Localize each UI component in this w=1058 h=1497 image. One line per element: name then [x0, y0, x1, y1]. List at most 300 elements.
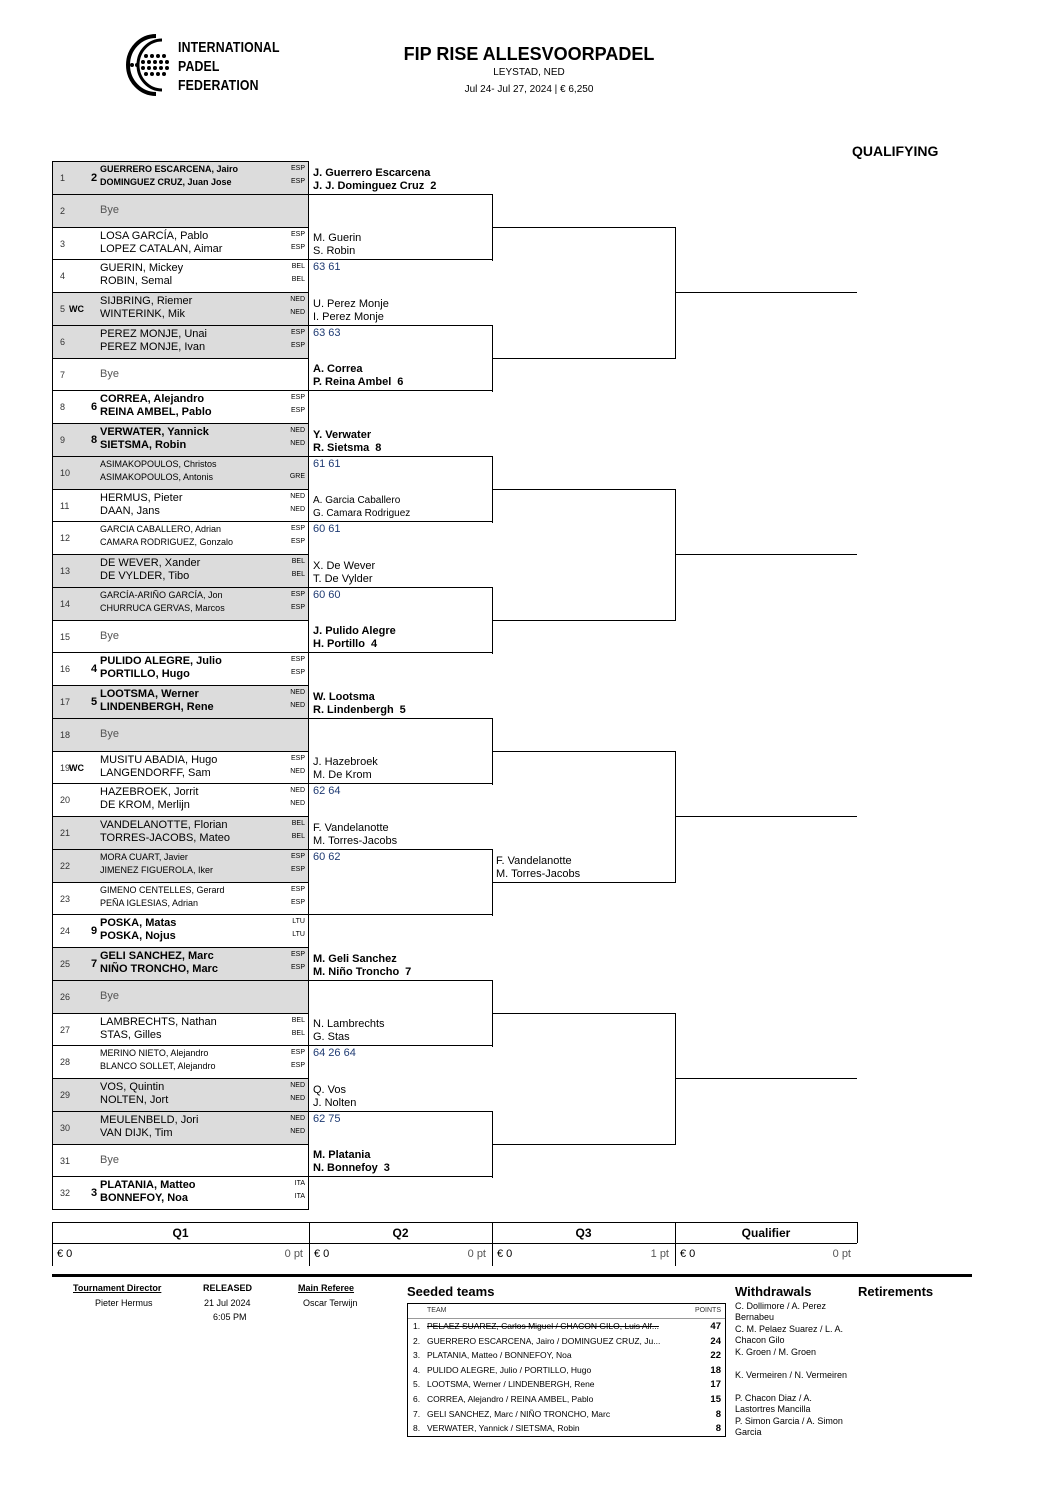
rounds-footer-mid [309, 1243, 492, 1244]
player-1-name: GARCÍA-ARIÑO GARCÍA, Jon [100, 589, 223, 600]
draw-entry [52, 1112, 309, 1145]
round2-line [309, 849, 492, 850]
entry-number: 11 [60, 500, 70, 511]
seeded-team: CORREA, Alejandro / REINA AMBEL, Pablo [427, 1393, 594, 1404]
round-points: 0 pt [284, 1248, 303, 1260]
entry-number: 19 [60, 762, 71, 773]
round2-team-name [313, 494, 410, 520]
draw-entry [52, 719, 309, 752]
logo-line-1: INTERNATIONAL [178, 39, 280, 56]
seeded-points: 18 [710, 1364, 721, 1376]
player-2-country: NED [290, 309, 305, 316]
player-1-country: BEL [291, 263, 305, 271]
round2-player-2-name: R. Lindenbergh [313, 704, 394, 716]
player-2-name: CHURRUCA GERVAS, Marcos [100, 602, 225, 613]
seeded-header [408, 1304, 725, 1319]
rounds-footer-mid [492, 1243, 675, 1244]
player-2-country: GRE [289, 472, 305, 480]
wildcard-badge: WC [69, 762, 84, 773]
player-1-name: LOSA GARCÍA, Pablo [100, 229, 209, 242]
draw-entry [52, 424, 309, 457]
player-1-country: ESP [290, 951, 305, 958]
player-1-country: NED [290, 787, 305, 795]
entry-number: 1 [60, 173, 66, 183]
round3-player-1: F. Vandelanotte [496, 855, 572, 867]
round2-player-2-name: N. Bonnefoy [313, 1162, 378, 1174]
round3-line [492, 620, 675, 621]
round2-team-name [313, 691, 406, 717]
player-1-name: GUERIN, Mickey [100, 262, 184, 275]
round-label: Q2 [392, 1226, 409, 1240]
round2-score: 61 61 [313, 458, 341, 470]
draw-entry [52, 228, 309, 261]
withdrawal-item: P. Simon Garcia / A. Simon Garcia [735, 1416, 843, 1437]
seeded-row [408, 1363, 725, 1378]
seeded-points: 22 [710, 1350, 721, 1362]
player-1-name: MUSITU ABADIA, Hugo [100, 753, 218, 766]
round2-line [309, 1111, 492, 1112]
draw-entries [52, 161, 309, 1210]
player-1-country: ESP [290, 165, 305, 172]
draw-entry [52, 293, 309, 326]
round2-player-1: M. Geli Sanchez [313, 953, 397, 965]
entry-number: 24 [60, 926, 71, 937]
entry-number: 23 [60, 893, 71, 904]
player-2-country: ESP [290, 898, 305, 906]
player-2-country: ESP [290, 603, 305, 611]
round-prize: € 0 [680, 1248, 696, 1260]
tournament-director-name: Pieter Hermus [95, 1298, 153, 1308]
entry-number: 12 [60, 533, 71, 544]
entry-number: 9 [60, 435, 66, 445]
round3-player-2: M. Torres-Jacobs [496, 868, 581, 880]
seeded-rank: 5. [413, 1379, 421, 1390]
player-2-name: NIÑO TRONCHO, Marc [100, 963, 218, 975]
round2-team-name [313, 560, 375, 586]
round3-line [492, 358, 675, 359]
round3-connector [675, 751, 676, 883]
withdrawal-item: P. Chacon Diaz / A. Lastortres Mancilla [735, 1393, 812, 1414]
seeded-rank: 4. [413, 1364, 421, 1375]
round2-player-2 [313, 442, 381, 455]
entry-number: 2 [60, 205, 66, 216]
player-2-country: LTU [292, 931, 305, 939]
draw-entry [52, 752, 309, 785]
seeded-rank: 1. [413, 1321, 421, 1331]
seeded-teams-title: Seeded teams [407, 1284, 495, 1299]
round2-team-name [313, 1084, 356, 1110]
round2-player-1: U. Perez Monje [313, 298, 389, 310]
round2-player-1: M. Guerin [313, 232, 362, 244]
withdrawal-item: C. M. Pelaez Suarez / L. A. Chacon Gilo [735, 1324, 844, 1345]
seeded-rank: 2. [413, 1335, 421, 1346]
seeded-points: 15 [710, 1393, 721, 1405]
round2-player-2 [313, 1097, 356, 1110]
round2-team-name [313, 1149, 390, 1175]
draw-entry [52, 391, 309, 424]
draw-entry [52, 1014, 309, 1047]
player-1-country: ESP [290, 525, 305, 533]
round2-player-2-name: M. Niño Troncho [313, 966, 400, 978]
player-2-country: ESP [290, 1062, 305, 1070]
player-2-country: ESP [290, 964, 305, 971]
bye-label: Bye [100, 367, 119, 380]
qualifier-line [675, 1078, 857, 1079]
player-2-name: VAN DIJK, Tim [100, 1126, 173, 1139]
seeded-row [408, 1392, 725, 1407]
player-1-name: GELI SANCHEZ, Marc [100, 950, 214, 962]
retirements-title: Retirements [858, 1284, 934, 1299]
player-1-country: NED [290, 1082, 305, 1089]
seeded-points: 17 [710, 1379, 721, 1391]
round2-player-1: X. De Wever [313, 560, 376, 572]
seeded-rank: 3. [413, 1350, 421, 1361]
entry-number: 29 [60, 1090, 71, 1100]
round2-seed: 4 [370, 638, 378, 650]
round2-line [309, 652, 492, 653]
entry-number: 7 [60, 369, 66, 380]
draw-entry [52, 817, 309, 850]
player-2-country: NED [290, 440, 305, 447]
round-prize: € 0 [314, 1248, 330, 1260]
player-2-name: DAAN, Jans [100, 504, 160, 517]
draw-entry [52, 1046, 309, 1079]
seeded-rank: 8. [413, 1423, 421, 1434]
entry-number: 31 [60, 1155, 71, 1166]
entry-number: 30 [60, 1122, 71, 1133]
player-1-name: HAZEBROEK, Jorrit [100, 786, 199, 799]
player-1-name: PLATANIA, Matteo [100, 1179, 196, 1192]
seed-number: 5 [91, 696, 98, 708]
round3-line [492, 882, 675, 883]
seeded-team: VERWATER, Yannick / SIETSMA, Robin [427, 1423, 580, 1434]
round2-team-name [313, 822, 397, 848]
round2-line [309, 587, 492, 588]
round-points: 0 pt [832, 1248, 851, 1260]
round2-player-1: W. Lootsma [313, 691, 375, 703]
player-1-name: MERINO NIETO, Alejandro [100, 1048, 209, 1059]
draw-entry [52, 359, 309, 392]
player-2-country: ESP [290, 341, 305, 349]
round2-seed: 2 [430, 180, 437, 192]
player-1-country: ESP [290, 754, 305, 762]
entry-number: 22 [60, 860, 71, 871]
round2-player-2 [313, 966, 411, 979]
player-2-name: JIMENEZ FIGUEROLA, Iker [100, 864, 214, 875]
round3-connector [675, 489, 676, 621]
entry-number: 21 [60, 828, 71, 838]
player-2-name: PORTILLO, Hugo [100, 668, 190, 681]
round2-player-2 [313, 638, 396, 651]
round-label: Q3 [575, 1226, 592, 1240]
seed-number: 9 [91, 925, 98, 938]
player-2-country: ESP [290, 243, 305, 251]
seeded-row [408, 1334, 725, 1349]
round2-player-2-name: P. Reina Ambel [313, 376, 392, 388]
draw-entry [52, 948, 309, 981]
entry-number: 3 [60, 238, 66, 249]
seeded-rank: 6. [413, 1393, 421, 1404]
tournament-dates: Jul 24- Jul 27, 2024 | € 6,250 [464, 84, 594, 95]
player-2-name: POSKA, Nojus [100, 930, 176, 943]
rounds-footer-divider [857, 1222, 858, 1243]
draw-entry [52, 981, 309, 1014]
round2-player-2-name: S. Robin [313, 245, 356, 257]
draw-entry [52, 883, 309, 916]
wildcard-badge: WC [69, 304, 84, 314]
entry-number: 17 [60, 697, 71, 707]
player-1-name: CORREA, Alejandro [100, 393, 205, 406]
round2-line [309, 718, 492, 719]
round2-line [309, 456, 492, 457]
seed-number: 2 [91, 172, 98, 184]
player-1-country: BEL [291, 1016, 305, 1024]
draw-entry [52, 621, 309, 654]
round3-line [492, 489, 675, 490]
qualifier-line [675, 816, 857, 817]
round2-player-1: Y. Verwater [313, 429, 372, 441]
player-1-name: ASIMAKOPOULOS, Christos [100, 458, 217, 469]
entry-number: 6 [60, 336, 66, 347]
round2-player-2 [313, 376, 403, 389]
player-1-country: ESP [290, 656, 305, 664]
player-2-country: NED [290, 1095, 305, 1102]
round2-player-1: N. Lambrechts [313, 1018, 385, 1030]
round2-player-2 [313, 769, 378, 782]
player-1-country: ESP [290, 328, 305, 336]
round2-team-name [313, 167, 436, 193]
rounds-footer-top [52, 1222, 857, 1223]
draw-entry [52, 850, 309, 883]
draw-entry [52, 915, 309, 948]
round3-team-name [496, 855, 580, 881]
player-1-name: VERWATER, Yannick [100, 426, 209, 438]
round2-line [309, 1045, 492, 1046]
seeded-points: 24 [710, 1335, 721, 1347]
round2-score: 64 26 64 [313, 1047, 356, 1059]
draw-entry [52, 686, 309, 719]
main-referee-name: Oscar Terwijn [303, 1298, 358, 1308]
round2-team-name [313, 232, 361, 258]
round2-seed: 5 [399, 704, 406, 716]
round-points: 1 pt [650, 1248, 669, 1260]
player-1-name: GARCIA CABALLERO, Adrian [100, 524, 222, 535]
seeded-row [408, 1421, 725, 1436]
player-1-country: BEL [291, 820, 305, 827]
seed-number: 6 [91, 401, 98, 414]
player-2-country: BEL [291, 833, 305, 840]
round2-player-2-name: J. Nolten [313, 1097, 357, 1109]
entry-number: 28 [60, 1057, 71, 1068]
player-1-country: ESP [290, 230, 305, 238]
round2-player-1: J. Pulido Alegre [313, 625, 396, 637]
footer-divider [52, 1274, 972, 1277]
qualifier-line [675, 292, 857, 293]
seeded-team: GELI SANCHEZ, Marc / NIÑO TRONCHO, Marc [427, 1408, 611, 1419]
round2-line [309, 194, 492, 195]
entry-number: 20 [60, 795, 71, 806]
player-2-name: PEÑA IGLESIAS, Adrian [100, 897, 199, 908]
bye-label: Bye [100, 989, 119, 1002]
draw-entry [52, 784, 309, 817]
player-2-country: ESP [290, 178, 305, 185]
round2-line [309, 783, 492, 784]
rounds-footer-mid [52, 1243, 309, 1244]
round2-seed: 8 [375, 442, 382, 454]
round3-connector [675, 227, 676, 359]
logo-line-3: FEDERATION [178, 77, 259, 94]
bye-label: Bye [100, 1153, 119, 1166]
player-1-name: HERMUS, Pieter [100, 491, 183, 504]
draw-entry [52, 653, 309, 686]
main-referee-label: Main Referee [298, 1283, 355, 1293]
round3-line [492, 1144, 675, 1145]
draw-entry [52, 326, 309, 359]
round2-team-name [313, 953, 411, 979]
player-2-name: WINTERINK, Mik [100, 308, 185, 320]
entry-number: 5 [60, 304, 66, 314]
draw-entry [52, 260, 309, 293]
withdrawal-item: C. Dollimore / A. Perez Bernabeu [735, 1301, 827, 1322]
player-2-name: NOLTEN, Jort [100, 1094, 169, 1106]
entry-number: 26 [60, 991, 71, 1002]
entry-number: 25 [60, 959, 71, 969]
entry-number: 14 [60, 598, 71, 609]
qualifier-line [675, 554, 857, 555]
round2-player-2 [313, 1031, 385, 1044]
round2-line [309, 521, 492, 522]
round2-player-2 [313, 245, 361, 258]
seeded-col-points: POINTS [694, 1307, 721, 1314]
player-2-country: BEL [291, 1029, 305, 1037]
round2-line [309, 325, 492, 326]
round2-team-name [313, 298, 389, 324]
player-2-name: ASIMAKOPOULOS, Antonis [100, 471, 214, 482]
player-1-country: ESP [290, 590, 305, 598]
seeded-team: GUERRERO ESCARCENA, Jairo / DOMINGUEZ CRUZ, Ju... [427, 1335, 661, 1346]
draw-entry [52, 490, 309, 523]
player-1-name: DE WEVER, Xander [100, 557, 201, 569]
player-1-name: SIJBRING, Riemer [100, 295, 193, 307]
round2-player-2-name: J. J. Dominguez Cruz [313, 180, 425, 192]
player-1-country: NED [290, 427, 305, 434]
logo-line-2: PADEL [178, 58, 220, 75]
draw-entry [52, 522, 309, 555]
seeded-team: PULIDO ALEGRE, Julio / PORTILLO, Hugo [427, 1364, 592, 1375]
round2-player-2-name: G. Stas [313, 1031, 350, 1043]
round-label: Qualifier [741, 1226, 791, 1240]
player-2-name: TORRES-JACOBS, Mateo [100, 832, 230, 844]
player-1-country: ITA [294, 1180, 305, 1188]
player-1-name: MEULENBELD, Jori [100, 1113, 199, 1126]
seeded-row [408, 1377, 725, 1392]
round-points: 0 pt [467, 1248, 486, 1260]
seed-number: 8 [91, 434, 98, 446]
player-2-country: NED [290, 767, 305, 775]
player-1-name: LAMBRECHTS, Nathan [100, 1015, 217, 1028]
seeded-points: 47 [710, 1321, 721, 1332]
player-1-country: ESP [290, 394, 305, 402]
entry-number: 4 [60, 271, 66, 282]
draw-entry [52, 1145, 309, 1178]
round2-player-2 [313, 507, 410, 520]
player-2-name: DE VYLDER, Tibo [100, 570, 190, 582]
player-2-name: LANGENDORFF, Sam [100, 766, 211, 779]
draw-entry [52, 457, 309, 490]
draw-entry [52, 588, 309, 621]
seeded-row [408, 1407, 725, 1422]
tournament-director-label: Tournament Director [73, 1283, 162, 1293]
released-time: 6:05 PM [213, 1312, 247, 1322]
seeded-row [408, 1319, 725, 1334]
round2-player-2 [313, 311, 389, 324]
player-2-country: ESP [290, 407, 305, 415]
player-2-name: SIETSMA, Robin [100, 439, 187, 451]
seed-number: 7 [91, 958, 98, 970]
seeded-rank: 7. [413, 1408, 421, 1419]
round2-score: 62 64 [313, 785, 341, 797]
player-2-name: PEREZ MONJE, Ivan [100, 340, 206, 353]
player-1-name: GUERRERO ESCARCENA, Jairo [100, 164, 239, 174]
round2-player-2 [313, 180, 436, 193]
player-2-country: BEL [291, 571, 305, 578]
player-1-name: PULIDO ALEGRE, Julio [100, 655, 222, 668]
round2-line [309, 914, 492, 915]
seeded-team: PELAEZ SUAREZ, Carlos Miguel / CHACON GILO, Luis Alf... [427, 1321, 659, 1331]
round3-line [492, 1013, 675, 1014]
player-1-name: VOS, Quintin [100, 1081, 165, 1093]
round2-player-2-name: G. Camara Rodriguez [313, 508, 411, 519]
player-2-country: NED [290, 505, 305, 513]
player-2-name: BONNEFOY, Noa [100, 1192, 189, 1205]
player-2-country: BEL [291, 276, 305, 284]
round2-team-name [313, 363, 403, 389]
player-2-name: DOMINGUEZ CRUZ, Juan Jose [100, 177, 232, 187]
withdrawal-item: K. Vermeiren / N. Vermeiren [735, 1370, 848, 1380]
draw-entry [52, 195, 309, 228]
round2-score: 63 63 [313, 327, 341, 339]
round2-player-2-name: M. De Krom [313, 769, 372, 781]
round2-player-1: M. Platania [313, 1149, 371, 1161]
withdrawals-title: Withdrawals [735, 1284, 812, 1299]
seed-number: 3 [91, 1187, 98, 1200]
player-2-name: LOPEZ CATALAN, Aimar [100, 242, 223, 255]
round2-score: 60 62 [313, 851, 341, 863]
round3-line [492, 751, 675, 752]
entry-number: 16 [60, 664, 71, 675]
entry-number: 15 [60, 631, 71, 642]
round2-line [309, 259, 492, 260]
round2-player-2-name: R. Sietsma [313, 442, 370, 454]
draw-entry [52, 1177, 309, 1210]
player-1-name: PEREZ MONJE, Unai [100, 327, 207, 340]
seeded-teams-table [407, 1303, 726, 1437]
round2-player-1: Q. Vos [313, 1084, 347, 1096]
player-1-name: LOOTSMA, Werner [100, 688, 199, 700]
released-label: RELEASED [203, 1283, 253, 1293]
player-1-name: GIMENO CENTELLES, Gerard [100, 884, 225, 895]
seeded-points: 8 [715, 1423, 721, 1435]
player-2-country: NED [290, 800, 305, 808]
entry-number: 18 [60, 729, 71, 740]
player-1-country: NED [290, 296, 305, 303]
player-2-name: ROBIN, Semal [100, 275, 173, 288]
player-2-name: REINA AMBEL, Pablo [100, 406, 212, 419]
draw-entry [52, 162, 309, 195]
player-2-name: CAMARA RODRIGUEZ, Gonzalo [100, 537, 234, 548]
round-prize: € 0 [57, 1248, 73, 1260]
player-1-country: ESP [290, 885, 305, 893]
